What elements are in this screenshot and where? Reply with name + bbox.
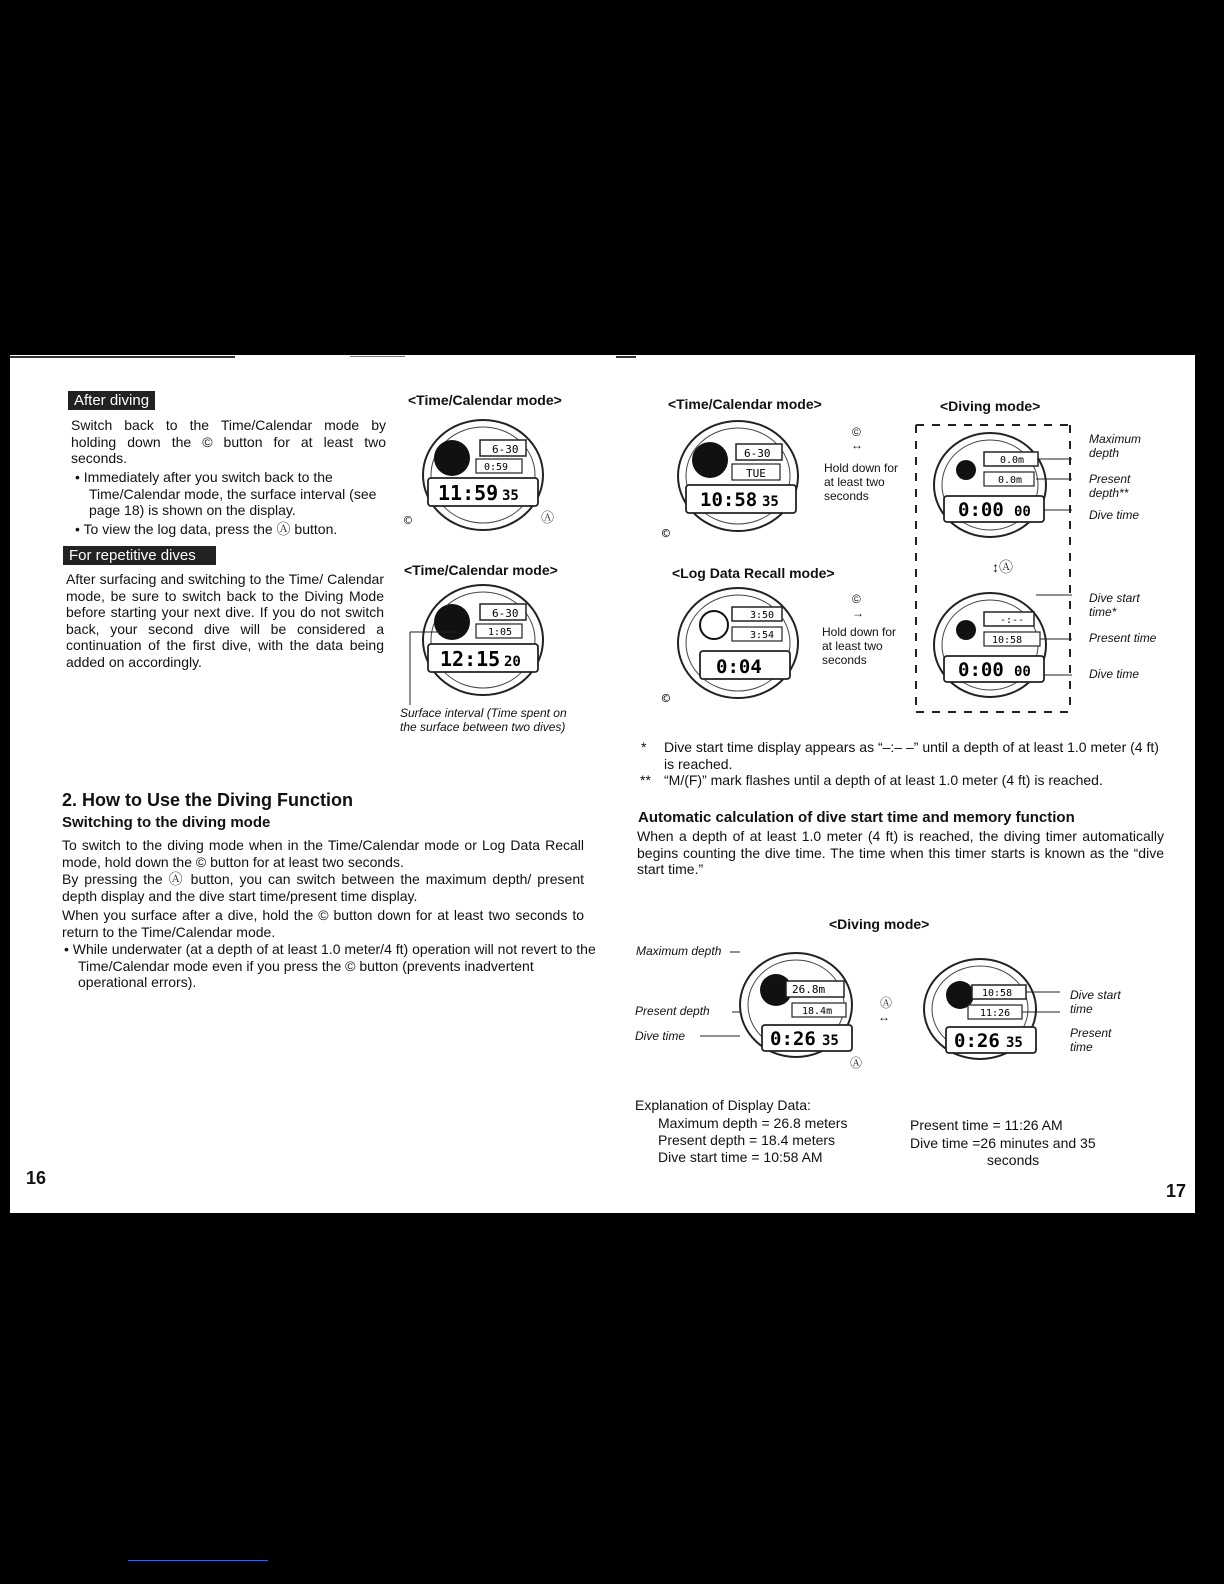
arrow-r-2: → [852,606,864,620]
svg-text:35: 35 [822,1033,839,1049]
tc-mode-title: <Time/Calendar mode> [668,396,822,412]
svg-text:00: 00 [1014,504,1031,520]
svg-text:26.8m: 26.8m [792,983,826,996]
section-bullet: • While underwater (at a depth of at least 1.0 meter/4 ft) operation will not revert to the Time/Calendar mode even if you press the © button (prevents inadvertent operational errors). [64,941,596,990]
svg-text:0:00: 0:00 [958,499,1004,521]
explain-left-2: Present depth = 18.4 meters [658,1132,836,1148]
svg-text:35: 35 [762,494,779,510]
page-number-right: 17 [1166,1181,1187,1201]
label-present-time: Present time [1089,631,1157,645]
btn-c-1: © [852,425,861,439]
fig1-main: 11:59 [438,481,499,505]
svg-text:0:26: 0:26 [954,1030,1000,1052]
svg-text:6-30: 6-30 [744,447,771,460]
section-heading: 2. How to Use the Diving Function [62,790,354,810]
svg-text:0:00: 0:00 [958,659,1004,681]
time-calendar-watch-2 [398,580,568,710]
after-diving-body: Switch back to the Time/Calendar mode by holding down the © button for at least two seconds. [71,417,386,466]
after-diving-tag: After diving [68,391,155,410]
svg-text:-:--: -:-- [1000,615,1025,626]
top-rule-3 [616,356,636,358]
hold-text-2: Hold down for at least two seconds [822,625,897,667]
svg-text:©: © [662,692,670,707]
diving-watch-1 [918,430,1083,545]
svg-text:18.4m: 18.4m [802,1006,833,1017]
right-edge-bar [1195,355,1224,1215]
svg-text:0.0m: 0.0m [1000,455,1025,466]
after-diving-bullet-1: • Immediately after you switch back to the Time/Calendar mode, the surface interval (see page 18) is shown on the display. [75,469,377,518]
svg-text:0:26: 0:26 [770,1028,816,1050]
note2: “M/(F)” mark flashes until a depth of at least 1.0 meter (4 ft) is reached. [664,772,1103,788]
log-watch [660,585,820,710]
explain-title: Explanation of Display Data: [635,1097,811,1113]
left-edge-bar [0,355,10,1215]
diving-mode-title: <Diving mode> [940,398,1041,414]
fig2-top: 6-30 [492,607,519,620]
svg-text:©: © [662,527,670,542]
diving-watch-b2 [910,955,1060,1070]
svg-text:3:50: 3:50 [750,610,775,621]
label-maximum-depth: Maximum depth [1089,432,1142,460]
diving-watch-2 [918,590,1083,705]
svg-text:0:04: 0:04 [716,656,762,678]
label-dive-start-time: Dive start time* [1089,591,1140,619]
svg-text:3:54: 3:54 [750,630,775,641]
repetitive-tag: For repetitive dives [63,546,216,565]
fig1-sec: 35 [502,488,519,504]
section-para-2: By pressing the Ⓐ button, you can switch between the maximum depth/ present depth display and the dive start time/present time display. [62,871,584,904]
svg-text:10:58: 10:58 [700,489,758,511]
tc-watch-right [660,418,820,543]
top-rule-2 [350,356,405,357]
label-b-maximum-depth: Maximum depth [636,944,722,958]
label-b-present-time: Present time [1070,1026,1112,1054]
bottom-scan-band [0,1213,1224,1584]
explain-right-2: Dive time =26 minutes and 35 [910,1135,1096,1151]
svg-text:10:58: 10:58 [982,988,1013,999]
time-calendar-watch-1 [398,410,568,540]
section-para-3: When you surface after a dive, hold the © button down for at least two seconds to return to the Time/Calendar mode. [62,907,584,940]
top-rule [10,356,235,358]
label-dive-time-2: Dive time [1089,667,1140,681]
btn-a-2: Ⓐ [880,996,893,1010]
fig2-caption: Surface interval (Time spent on the surface between two dives) [400,706,567,734]
explain-right-1: Present time = 11:26 AM [910,1117,1063,1133]
top-scan-band [0,0,1224,355]
diving-watch-b1 [726,945,876,1075]
auto-heading: Automatic calculation of dive start time and memory function [638,809,1075,826]
log-mode-title: <Log Data Recall mode> [672,565,835,581]
arrow-lr-1: ↔ [851,438,863,452]
hold-text-1: Hold down for at least two seconds [824,461,899,503]
svg-text:Ⓐ: Ⓐ [850,1056,863,1070]
section-subheading: Switching to the diving mode [62,814,271,831]
svg-text:Ⓐ: Ⓐ [541,511,555,526]
svg-text:0.0m: 0.0m [998,475,1023,486]
explain-right-3: seconds [987,1152,1040,1168]
note2-mark: ** [640,772,651,788]
svg-text:TUE: TUE [746,467,766,480]
diving-mode-title-2: <Diving mode> [829,916,930,932]
label-b-present-depth: Present depth [635,1004,710,1018]
fig1-top: 6-30 [492,443,519,456]
fig2-main: 12:15 [440,647,501,671]
fig2-sec: 20 [504,654,521,670]
label-b-dive-start-time: Dive start time [1070,988,1121,1016]
after-diving-bullet-2: • To view the log data, press the Ⓐ button. [75,521,338,537]
auto-paragraph: When a depth of at least 1.0 meter (4 ft) is reached, the diving timer automatically begins counting the dive time. The time when this timer starts is known as the “dive start time.” [637,828,1164,877]
footer-link-line [128,1560,268,1561]
svg-text:©: © [404,514,412,529]
label-present-depth: Present depth** [1089,472,1131,500]
svg-text:35: 35 [1006,1035,1023,1051]
note1: Dive start time display appears as “–:– –” until a depth of at least 1.0 meter (4 ft) is reached. [664,739,1159,772]
fig2-title: <Time/Calendar mode> [404,562,558,578]
svg-text:10:58: 10:58 [992,635,1023,646]
page-number-left: 16 [26,1168,47,1188]
explain-left-1: Maximum depth = 26.8 meters [658,1115,848,1131]
label-b-dive-time: Dive time [635,1029,686,1043]
explain-left-3: Dive start time = 10:58 AM [658,1149,823,1165]
btn-a: ↕Ⓐ [992,559,1013,575]
fig1-mid: 0:59 [484,462,509,473]
note1-mark: * [641,739,647,755]
section-para-1: To switch to the diving mode when in the Time/Calendar mode or Log Data Recall mode, hold down the © button for at least two seconds. [62,837,584,870]
repetitive-body: After surfacing and switching to the Time/ Calendar mode, be sure to switch back to the Diving Mode before starting your next dive. If you do not switch back, your second dive will be considered a continuation of the first dive, with the data being added on accordingly. [66,571,384,670]
svg-text:11:26: 11:26 [980,1008,1011,1019]
fig1-title: <Time/Calendar mode> [408,392,562,408]
btn-c-2: © [852,592,861,606]
fig2-mid: 1:05 [488,627,513,638]
label-dive-time-1: Dive time [1089,508,1140,522]
arrow-lr-2: ↔ [878,1010,890,1024]
svg-text:00: 00 [1014,664,1031,680]
